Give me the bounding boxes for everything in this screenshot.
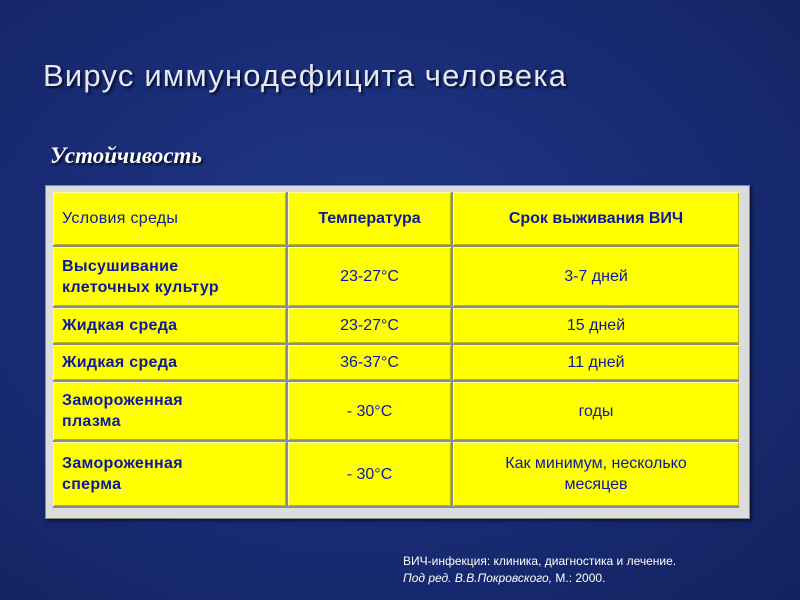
header-temperature: Температура	[288, 192, 451, 245]
row-5-temperature: - 30°С	[288, 442, 451, 506]
row-2-survival-time: 15 дней	[453, 308, 739, 343]
row-4-conditions	[53, 382, 286, 440]
source-line-2	[403, 570, 676, 587]
header-survival-time: Срок выживания ВИЧ	[453, 192, 739, 245]
source-publisher: М.: 2000.	[552, 571, 606, 585]
row-4-temperature: - 30°С	[288, 382, 451, 440]
source-line-1: ВИЧ-инфекция: клиника, диагностика и лечение.	[403, 554, 677, 568]
row-2-conditions: Жидкая среда	[53, 308, 286, 343]
row-2-temperature: 23-27°С	[288, 308, 451, 343]
slide-subtitle: Устойчивость	[50, 143, 202, 168]
row-5-survival-time	[453, 442, 739, 506]
survival-table	[53, 192, 739, 508]
row-3-survival-time: 11 дней	[453, 345, 739, 380]
row-1-conditions-text: Высушивание клеточных культур	[62, 257, 219, 296]
source-editor: Под ред. В.В.Покровского,	[403, 571, 553, 585]
row-3-conditions: Жидкая среда	[53, 345, 286, 380]
source-citation	[403, 553, 676, 587]
row-5-conditions-text: Замороженная сперма	[62, 455, 183, 493]
row-5-survival-time-text: Как минимум, несколько месяцев	[505, 455, 687, 493]
row-4-conditions-text: Замороженная плазма	[62, 392, 183, 430]
row-1-temperature: 23-27°С	[288, 247, 451, 306]
header-conditions: Условия среды	[53, 192, 286, 245]
slide-title: Вирус иммунодефицита человека	[43, 58, 568, 93]
row-5-conditions	[53, 442, 286, 506]
row-3-temperature: 36-37°С	[288, 345, 451, 380]
row-4-survival-time: годы	[453, 382, 739, 440]
row-1-survival-time: 3-7 дней	[453, 247, 739, 306]
row-1-conditions	[53, 247, 286, 306]
